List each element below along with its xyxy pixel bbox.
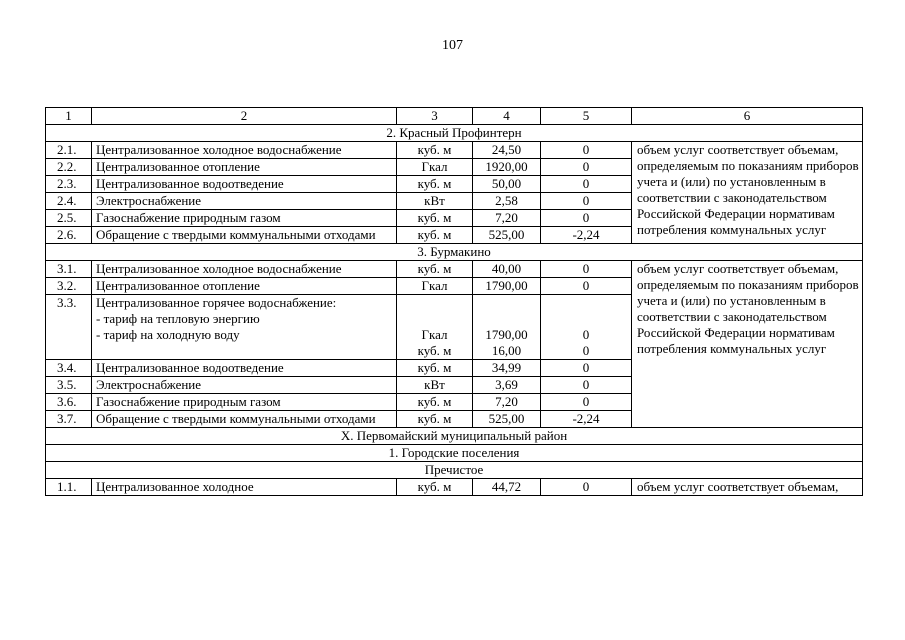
section-note: объем услуг соответствует объемам, — [632, 479, 863, 496]
subgroup-title: 1. Городские поселения — [46, 445, 863, 462]
value-col-5: 0 — [541, 360, 632, 377]
value-col-5: 0 — [541, 479, 632, 496]
header-col-2: 2 — [92, 108, 397, 125]
header-col-6: 6 — [632, 108, 863, 125]
row-number: 3.3. — [46, 295, 92, 360]
table-row — [46, 479, 863, 496]
value-col-5-sub-2: 0 — [582, 343, 590, 358]
value-col-5-sub-1: 0 — [582, 327, 590, 342]
row-number: 3.7. — [46, 411, 92, 428]
row-number: 3.5. — [46, 377, 92, 394]
settlement-title: Пречистое — [46, 462, 863, 479]
value-col-5: 0 — [541, 210, 632, 227]
value-col-4-sub-2: 16,00 — [491, 343, 522, 358]
value-col-4: 7,20 — [473, 394, 541, 411]
section-title-row — [46, 244, 863, 261]
value-col-5: 0 — [541, 193, 632, 210]
value-col-4: 40,00 — [473, 261, 541, 278]
header-col-5: 5 — [541, 108, 632, 125]
service-name: Обращение с твердыми коммунальными отходами — [92, 227, 397, 244]
section-title: 2. Красный Профинтерн — [46, 125, 863, 142]
unit: кВт — [397, 377, 473, 394]
unit: куб. м — [397, 360, 473, 377]
service-name: Централизованное отопление — [92, 278, 397, 295]
service-name: Централизованное водоотведение — [92, 176, 397, 193]
unit: куб. м — [397, 261, 473, 278]
service-name: Газоснабжение природным газом — [92, 394, 397, 411]
unit: куб. м — [397, 142, 473, 159]
unit: куб. м — [397, 394, 473, 411]
unit: Гкал — [397, 278, 473, 295]
section-title-row — [46, 125, 863, 142]
value-col-5: 0 — [541, 176, 632, 193]
service-name — [92, 295, 397, 360]
subgroup-title-row — [46, 445, 863, 462]
value-col-5: 0 — [541, 261, 632, 278]
value-col-4: 44,72 — [473, 479, 541, 496]
row-number: 2.2. — [46, 159, 92, 176]
service-sub-item: - тариф на холодную воду — [96, 327, 240, 342]
service-name-main: Централизованное горячее водоснабжение: — [96, 295, 337, 310]
value-col-5: 0 — [541, 142, 632, 159]
value-col-5: 0 — [541, 159, 632, 176]
header-col-4: 4 — [473, 108, 541, 125]
service-name: Электроснабжение — [92, 377, 397, 394]
value-col-4: 1920,00 — [473, 159, 541, 176]
district-title-row — [46, 428, 863, 445]
header-row — [46, 108, 863, 125]
value-col-5: 0 — [541, 278, 632, 295]
row-number: 2.1. — [46, 142, 92, 159]
section-note: объем услуг соответствует объемам, определяемым по показаниям приборов учета и (или) по установленным в соответствии с законодательством Российской Федерации нормативам потребления коммунальных услуг — [632, 261, 863, 428]
value-col-4: 7,20 — [473, 210, 541, 227]
service-sub-item: - тариф на тепловую энергию — [96, 311, 260, 326]
district-title: X. Первомайский муниципальный район — [46, 428, 863, 445]
service-name: Централизованное холодное — [92, 479, 397, 496]
unit: куб. м — [397, 411, 473, 428]
service-name: Централизованное холодное водоснабжение — [92, 142, 397, 159]
unit: Гкал — [397, 159, 473, 176]
service-name: Обращение с твердыми коммунальными отходами — [92, 411, 397, 428]
row-number: 2.3. — [46, 176, 92, 193]
section-note: объем услуг соответствует объемам, определяемым по показаниям приборов учета и (или) по установленным в соответствии с законодательством Российской Федерации нормативам потребления коммунальных услуг — [632, 142, 863, 244]
value-col-5: -2,24 — [541, 411, 632, 428]
value-col-4: 1790,00 — [473, 278, 541, 295]
service-name: Газоснабжение природным газом — [92, 210, 397, 227]
unit-sub-2: куб. м — [417, 343, 452, 358]
unit — [397, 295, 473, 360]
value-col-5: 0 — [541, 377, 632, 394]
service-name: Централизованное холодное водоснабжение — [92, 261, 397, 278]
value-col-4 — [473, 295, 541, 360]
value-col-4: 50,00 — [473, 176, 541, 193]
section-title: 3. Бурмакино — [46, 244, 863, 261]
service-name: Централизованное отопление — [92, 159, 397, 176]
value-col-5: 0 — [541, 394, 632, 411]
header-col-3: 3 — [397, 108, 473, 125]
unit: куб. м — [397, 176, 473, 193]
unit: куб. м — [397, 210, 473, 227]
value-col-4: 34,99 — [473, 360, 541, 377]
page-number: 107 — [442, 38, 463, 53]
unit: кВт — [397, 193, 473, 210]
header-col-1: 1 — [46, 108, 92, 125]
row-number: 1.1. — [46, 479, 92, 496]
table-row — [46, 142, 863, 159]
row-number: 3.1. — [46, 261, 92, 278]
tariff-table — [45, 107, 863, 496]
value-col-4: 24,50 — [473, 142, 541, 159]
row-number: 3.2. — [46, 278, 92, 295]
table-row — [46, 261, 863, 278]
value-col-4: 3,69 — [473, 377, 541, 394]
service-name: Централизованное водоотведение — [92, 360, 397, 377]
row-number: 3.6. — [46, 394, 92, 411]
row-number: 2.5. — [46, 210, 92, 227]
value-col-4: 2,58 — [473, 193, 541, 210]
value-col-5 — [541, 295, 632, 360]
unit-sub-1: Гкал — [421, 327, 448, 342]
value-col-4: 525,00 — [473, 227, 541, 244]
unit: куб. м — [397, 227, 473, 244]
value-col-4: 525,00 — [473, 411, 541, 428]
service-name: Электроснабжение — [92, 193, 397, 210]
value-col-5: -2,24 — [541, 227, 632, 244]
row-number: 2.6. — [46, 227, 92, 244]
unit: куб. м — [397, 479, 473, 496]
row-number: 2.4. — [46, 193, 92, 210]
settlement-title-row — [46, 462, 863, 479]
value-col-4-sub-1: 1790,00 — [485, 327, 528, 342]
row-number: 3.4. — [46, 360, 92, 377]
